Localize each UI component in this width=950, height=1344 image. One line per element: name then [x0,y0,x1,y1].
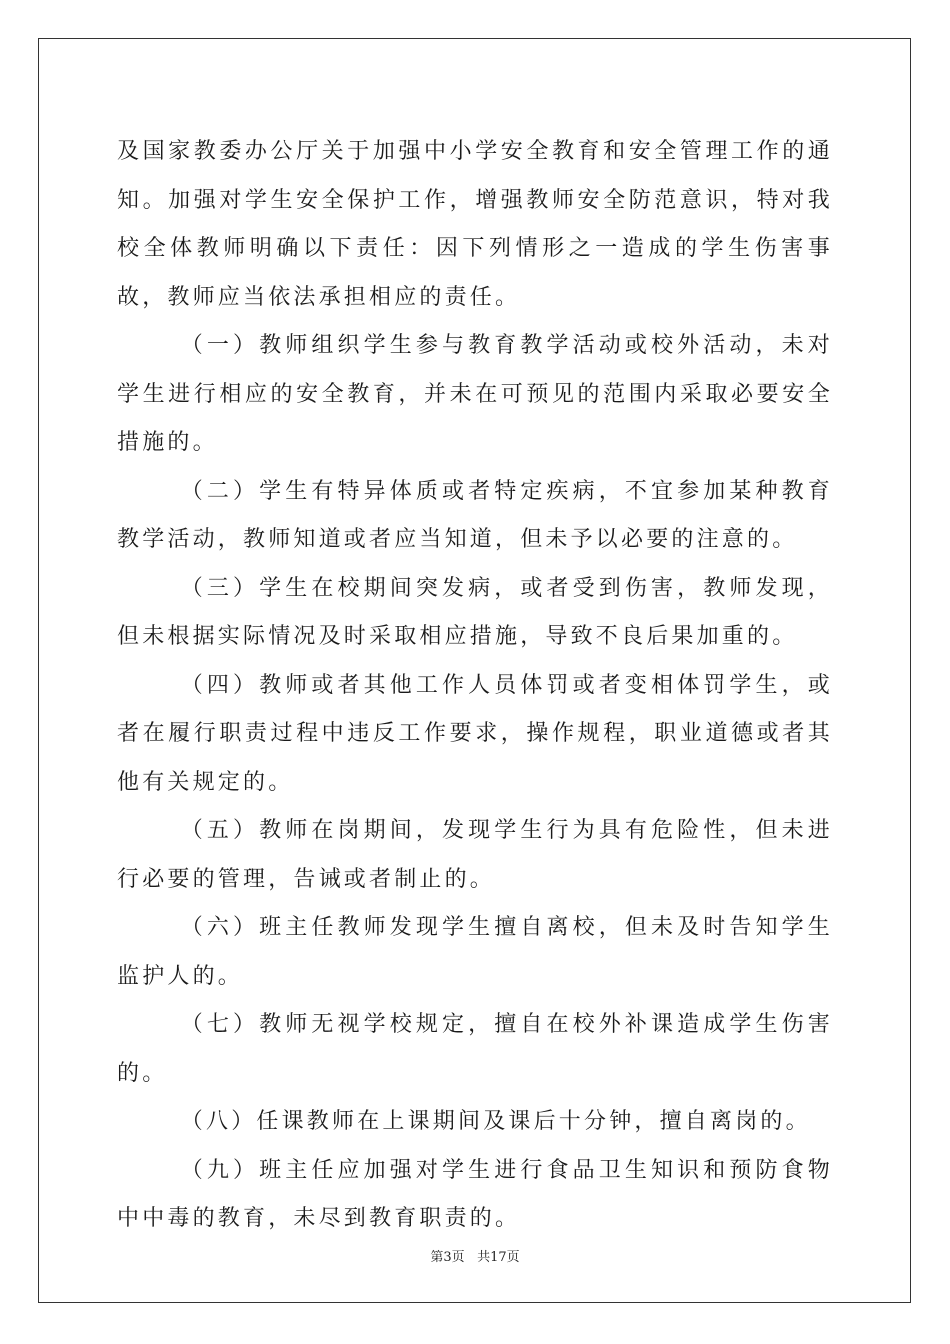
paragraph-item-1: （一）教师组织学生参与教育教学活动或校外活动，未对学生进行相应的安全教育，并未在可预见的范围内采取必要安全措施的。 [117,333,833,455]
paragraph-intro: 及国家教委办公厅关于加强中小学安全教育和安全管理工作的通知。加强对学生安全保护工作，增强教师安全防范意识，特对我校全体教师明确以下责任：因下列情形之一造成的学生伤害事故，教师应当依法承担相应的责任。 [117,139,833,310]
paragraph-item-8: （八）任课教师在上课期间及课后十分钟，擅自离岗的。 [180,1109,811,1134]
document-body [117,128,833,1244]
paragraph-item-6: （六）班主任教师发现学生擅自离校，但未及时告知学生监护人的。 [117,915,833,989]
page-footer [0,1246,950,1265]
paragraph-item-2: （二）学生有特异体质或者特定疾病，不宜参加某种教育教学活动，教师知道或者应当知道，但未予以必要的注意的。 [117,478,833,552]
paragraph-item-9: （九）班主任应加强对学生进行食品卫生知识和预防食物中中毒的教育，未尽到教育职责的。 [117,1157,833,1231]
paragraph-item-4: （四）教师或者其他工作人员体罚或者变相体罚学生，或者在履行职责过程中违反工作要求，操作规程，职业道德或者其他有关规定的。 [117,672,833,795]
paragraph-item-3: （三）学生在校期间突发病，或者受到伤害，教师发现，但未根据实际情况及时采取相应措施，导致不良后果加重的。 [117,575,833,649]
page-number: 第3页 [430,1250,465,1265]
paragraph-item-7: （七）教师无视学校规定，擅自在校外补课造成学生伤害的。 [117,1012,833,1086]
page-total: 共17页 [477,1250,520,1265]
paragraph-item-5: （五）教师在岗期间，发现学生行为具有危险性，但未进行必要的管理，告诫或者制止的。 [117,818,833,892]
